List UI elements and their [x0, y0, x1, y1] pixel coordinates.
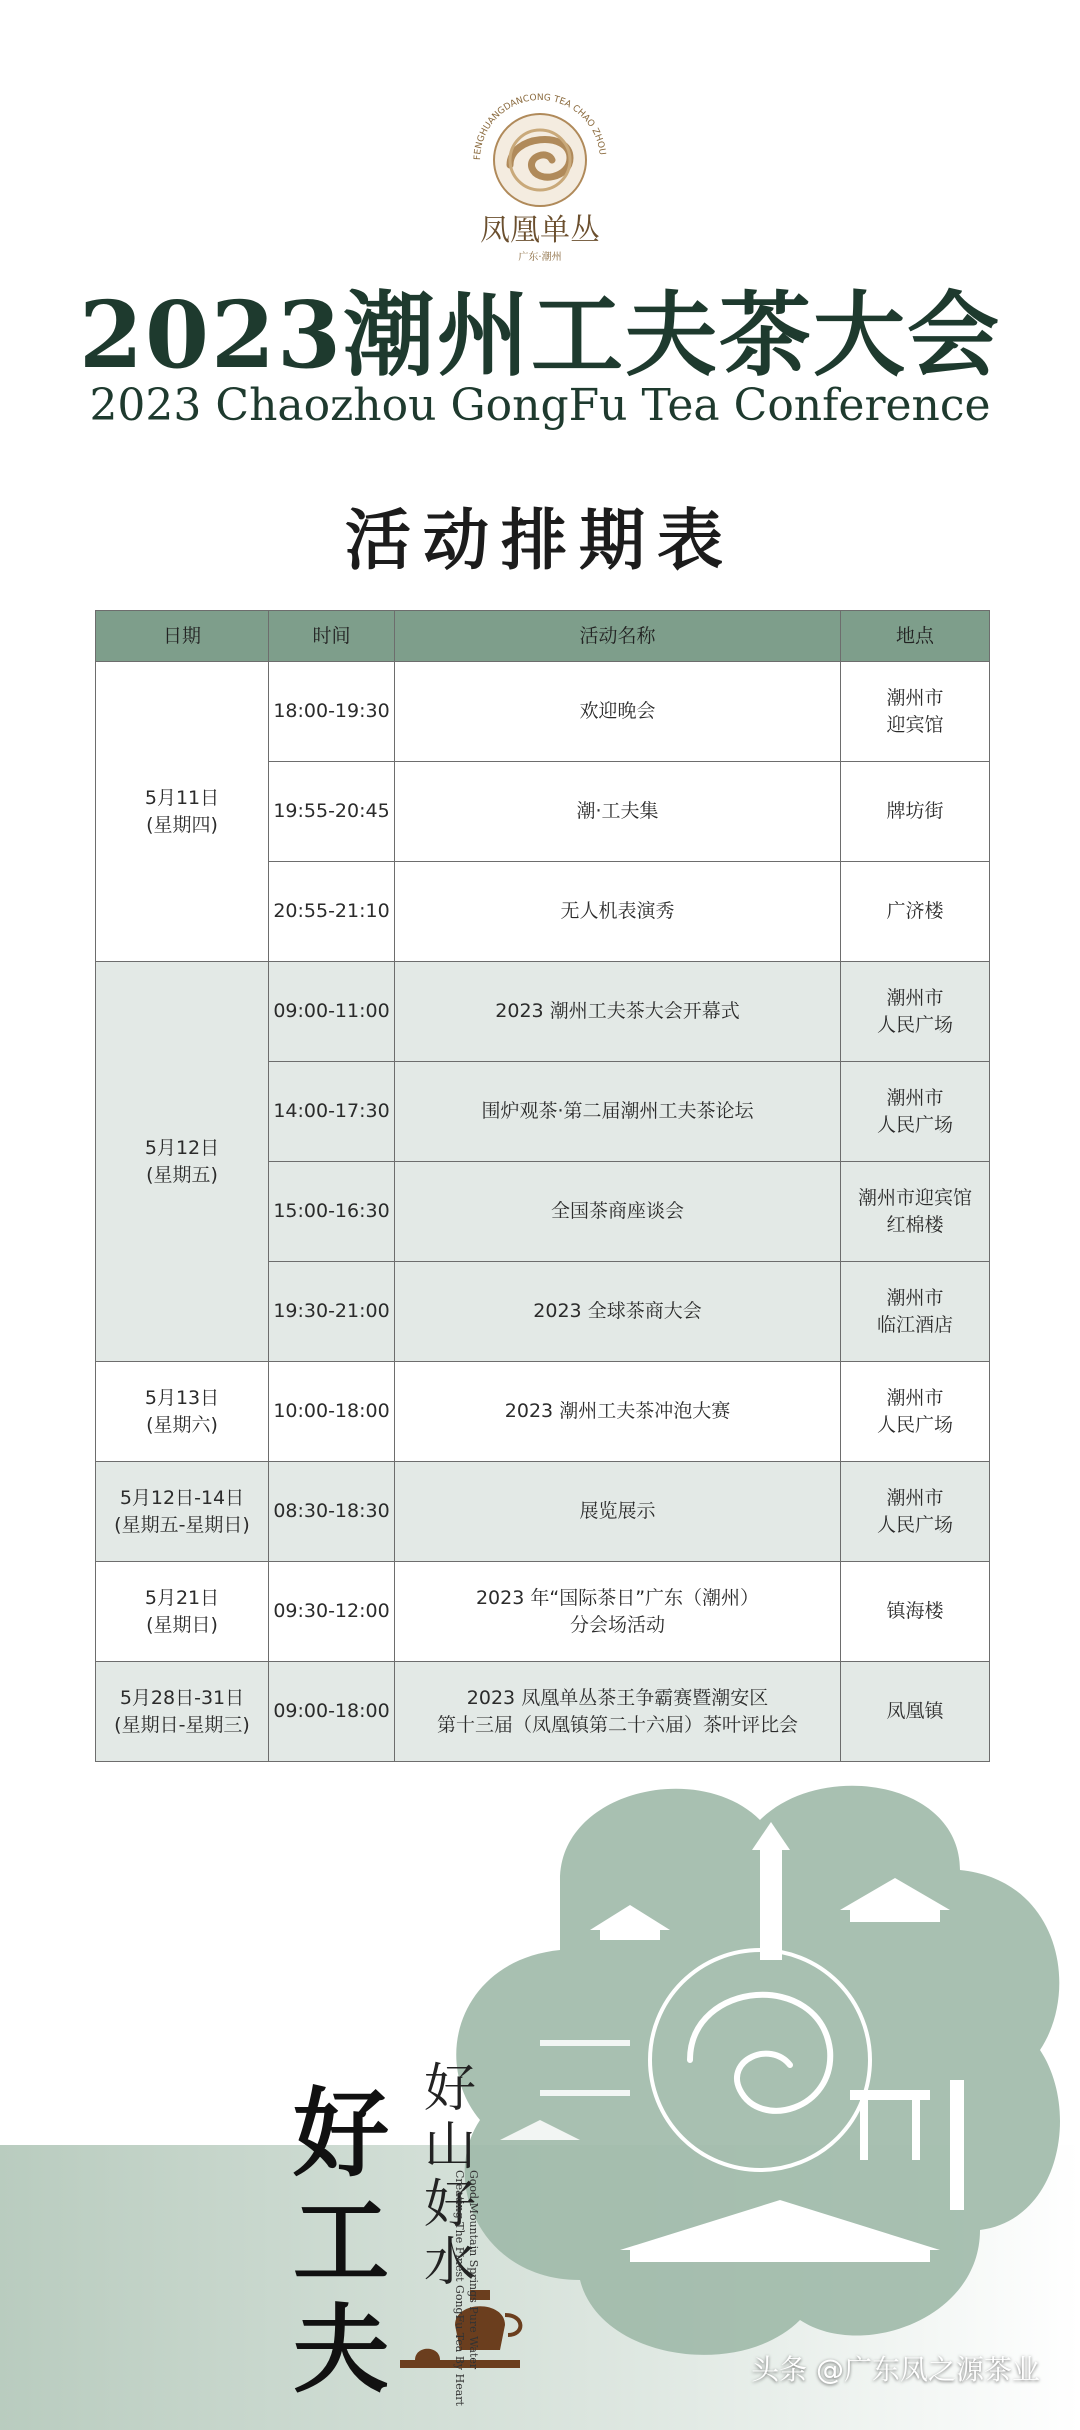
table-row: [96, 1662, 990, 1762]
header-time: 时间: [269, 611, 395, 662]
location-cell: 镇海楼: [841, 1562, 990, 1662]
date-cell: 5月12日 (星期五): [96, 962, 269, 1362]
header-date: 日期: [96, 611, 269, 662]
logo-text: 凤凰单丛: [480, 213, 600, 248]
footer-illustration: [0, 1760, 1080, 2430]
table-header-row: [96, 611, 990, 662]
brush-slogan-small: 好 山 好 水: [423, 2059, 476, 2293]
activity-cell: 潮·工夫集: [395, 762, 841, 862]
activity-cell: 2023 潮州工夫茶冲泡大赛: [395, 1362, 841, 1462]
location-cell: 潮州市迎宾馆 红棉楼: [841, 1162, 990, 1262]
logo-subtext: 广东·潮州: [518, 252, 562, 263]
location-cell: 广济楼: [841, 862, 990, 962]
activity-cell: 2023 年“国际茶日”广东（潮州） 分会场活动: [395, 1562, 841, 1662]
time-cell: 09:30-12:00: [269, 1562, 395, 1662]
header-location: 地点: [841, 611, 990, 662]
page-title: 2023潮州工夫茶大会: [78, 281, 1002, 389]
date-cell: 5月13日 (星期六): [96, 1362, 269, 1462]
logo-ring-text: FENGHUANGDANCONG TEA CHAO ZHOU: [472, 92, 607, 161]
table-row: [96, 1462, 990, 1562]
header-activity: 活动名称: [395, 611, 841, 662]
activity-cell: 2023 潮州工夫茶大会开幕式: [395, 962, 841, 1062]
time-cell: 08:30-18:30: [269, 1462, 395, 1562]
section-title: 活动排期表: [345, 501, 735, 579]
table-row: [96, 662, 990, 762]
table-row: [96, 962, 990, 1062]
schedule-table: [95, 610, 990, 1762]
activity-cell: 无人机表演秀: [395, 862, 841, 962]
location-cell: 潮州市 临江酒店: [841, 1262, 990, 1362]
location-cell: 潮州市 人民广场: [841, 962, 990, 1062]
time-cell: 10:00-18:00: [269, 1362, 395, 1462]
time-cell: 20:55-21:10: [269, 862, 395, 962]
time-cell: 15:00-16:30: [269, 1162, 395, 1262]
brand-logo: [440, 80, 640, 270]
activity-cell: 欢迎晚会: [395, 662, 841, 762]
page-subtitle: 2023 Chaozhou GongFu Tea Conference: [89, 380, 991, 431]
time-cell: 18:00-19:30: [269, 662, 395, 762]
location-cell: 潮州市 人民广场: [841, 1362, 990, 1462]
table-row: [96, 1362, 990, 1462]
date-cell: 5月11日 (星期四): [96, 662, 269, 962]
activity-cell: 2023 凤凰单丛茶王争霸赛暨潮安区 第十三届（凤凰镇第二十六届）茶叶评比会: [395, 1662, 841, 1762]
location-cell: 潮州市 人民广场: [841, 1062, 990, 1162]
date-cell: 5月28日-31日 (星期日-星期三): [96, 1662, 269, 1762]
activity-cell: 围炉观茶·第二届潮州工夫茶论坛: [395, 1062, 841, 1162]
activity-cell: 全国茶商座谈会: [395, 1162, 841, 1262]
time-cell: 09:00-18:00: [269, 1662, 395, 1762]
time-cell: 09:00-11:00: [269, 962, 395, 1062]
date-cell: 5月12日-14日 (星期五-星期日): [96, 1462, 269, 1562]
location-cell: 牌坊街: [841, 762, 990, 862]
table-row: [96, 1562, 990, 1662]
english-tagline: Good Mountain Springs Pure Water Creating The Finest GongFu Tea By Heart: [453, 2170, 480, 2406]
time-cell: 19:55-20:45: [269, 762, 395, 862]
location-cell: 潮州市 人民广场: [841, 1462, 990, 1562]
activity-cell: 展览展示: [395, 1462, 841, 1562]
time-cell: 14:00-17:30: [269, 1062, 395, 1162]
time-cell: 19:30-21:00: [269, 1262, 395, 1362]
watermark: 头条 @广东凤之源茶业: [751, 2353, 1040, 2386]
location-cell: 凤凰镇: [841, 1662, 990, 1762]
brush-slogan-big: 好 工 夫: [293, 2077, 389, 2406]
location-cell: 潮州市 迎宾馆: [841, 662, 990, 762]
date-cell: 5月21日 (星期日): [96, 1562, 269, 1662]
schedule-body: [96, 662, 990, 1762]
activity-cell: 2023 全球茶商大会: [395, 1262, 841, 1362]
